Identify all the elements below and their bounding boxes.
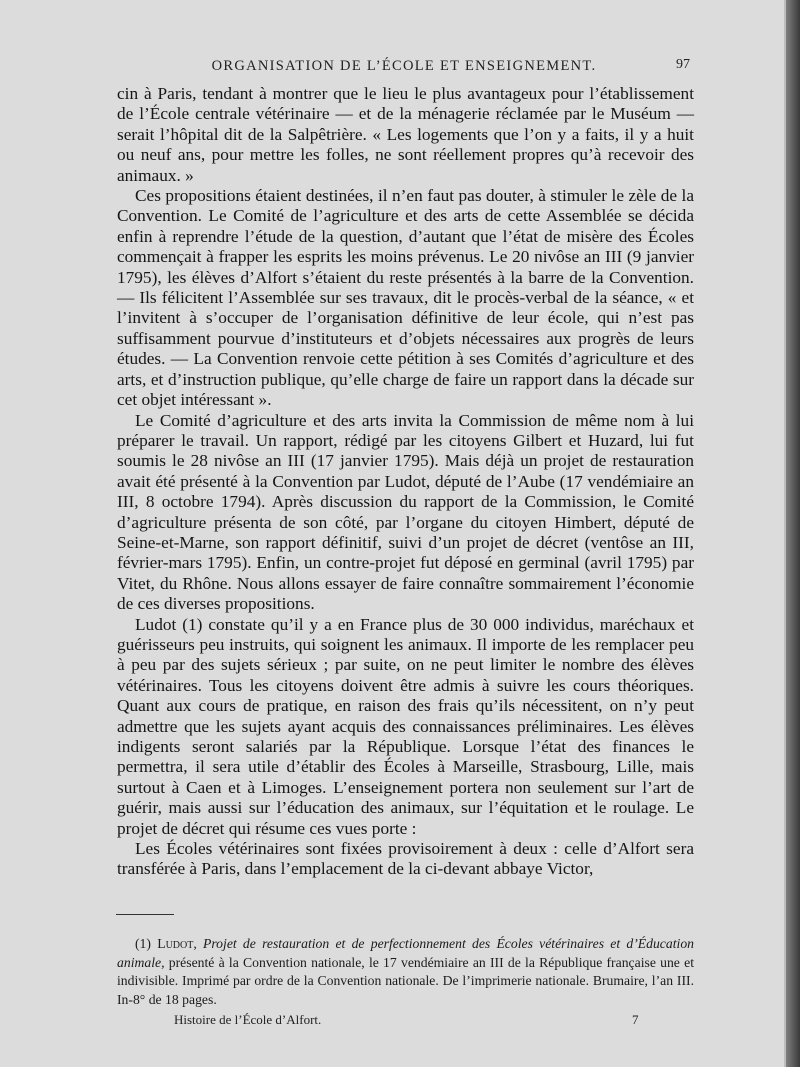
page-number: 97 — [676, 57, 690, 72]
paragraph: cin à Paris, tendant à montrer que le lieu le plus avantageux pour l’établissement de l’École centrale vétérinaire — et de la ménagerie réclamée par le Muséum — serait l’hôpital dit de la Salpêtrière. « Les logements que l’on y a faits, il y a huit ou neuf ans, pour mettre les folles, ne sont réellement propres qu’à recevoir des animaux. » — [117, 84, 694, 185]
footnote-text: présenté à la Convention nationale, le 17 vendémiaire an III de la République française une et indivisible. Imprimé par ordre de la Convention nationale. De l’imprimerie nationale. Brumaire, l’an III. In-8° de 18 pages. — [117, 954, 694, 1007]
paragraph: Le Comité d’agriculture et des arts invita la Commission de même nom à lui préparer le travail. Un rapport, rédigé par les citoyens Gilbert et Huzard, lui fut soumis le 28 nivôse an III (17 janvier 1795). Mais déjà un projet de restauration avait été présenté à la Convention par Ludot, député de l’Aube (17 vendémiaire an III, 8 octobre 1794). Après discussion du rapport de la Commission, le Comité d’agriculture présenta de son côté, par l’organe du citoyen Himbert, député de Seine-et-Marne, son rapport définitif, suivi d’un projet de décret (ventôse an III, février-mars 1795). Enfin, un contre-projet fut déposé en germinal (avril 1795) par Vitet, du Rhône. Nous allons essayer de faire connaître sommairement l’économie de ces diverses propositions. — [117, 410, 694, 614]
book-edge — [786, 0, 800, 1067]
footnote-author: Ludot, — [157, 936, 197, 951]
footnote-rule — [116, 914, 174, 915]
paragraph: Ces propositions étaient destinées, il n’en faut pas douter, à stimuler le zèle de la Convention. Le Comité de l’agriculture et des arts de cette Assemblée se décida enfin à reprendre l’étude de la question, d’autant que l’état de misère des Écoles commençait à frapper les esprits les moins prévenus. Le 20 nivôse an III (9 janvier 1795), les élèves d’Alfort s’étaient du reste présentés à la barre de la Convention. — Ils félicitent l’Assemblée sur ses travaux, dit le procès-verbal de la séance, « et l’invitent à s’occuper de l’organisation définitive de leur école, qui n’est pas suffisamment pourvue d’instituteurs et d’objets nécessaires aux progrès de leurs études. — La Convention renvoie cette pétition à ses Comités d’agriculture et des arts, et d’instruction publique, qu’elle charge de faire un rapport dans la décade sur cet objet intéressant ». — [117, 186, 694, 410]
footnote — [117, 935, 694, 1009]
signature-number: 7 — [632, 1012, 639, 1027]
footnote-marker: (1) — [135, 936, 151, 951]
main-text — [117, 84, 694, 880]
paragraph: Ludot (1) constate qu’il y a en France plus de 30 000 individus, maréchaux et guérisseurs peu instruits, qui soignent les animaux. Il importe de les remplacer peu à peu par des sujets sérieux ; par suite, on ne peut limiter le nombre des élèves vétérinaires. Tous les citoyens doivent être admis à suivre les cours théoriques. Quant aux cours de pratique, en raison des frais qu’ils nécessitent, on n’y peut admettre que les sujets ayant acquis des connaissances préliminaires. Les élèves indigents seront salariés par la République. Lorsque l’état des finances le permettra, il sera utile d’établir des Écoles à Marseille, Strasbourg, Lille, mais surtout à Caen et à Limoges. L’enseignement portera non seulement sur l’art de guérir, mais aussi sur l’éducation des animaux, sur l’équitation et le roulage. Le projet de décret qui résume ces vues porte : — [117, 614, 694, 838]
footnote-title: Projet de restauration et de perfectionnement des Écoles vétérinaires et d’Éducation animale, — [117, 936, 695, 970]
paragraph: Les Écoles vétérinaires sont fixées provisoirement à deux : celle d’Alfort sera transférée à Paris, dans l’emplacement de la ci-devant abbaye Victor, — [117, 839, 694, 879]
printer-signature: Histoire de l’École d’Alfort. — [174, 1012, 322, 1027]
running-title: ORGANISATION DE L’ÉCOLE ET ENSEIGNEMENT. — [211, 58, 597, 74]
